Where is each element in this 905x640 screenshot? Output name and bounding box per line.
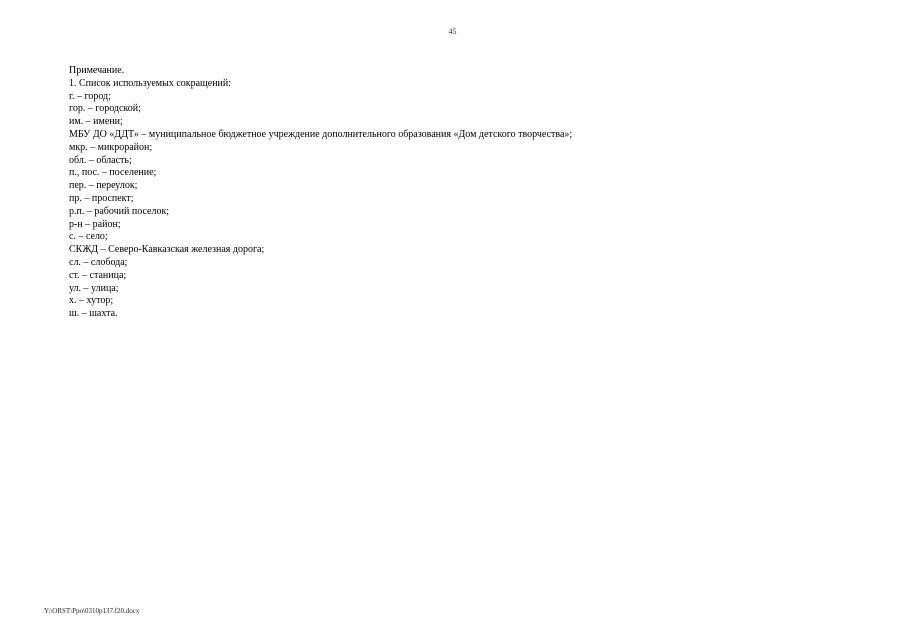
abbreviation-item: СКЖД – Северо-Кавказская железная дорога; [69,244,265,256]
note-heading: Примечание. [69,65,125,76]
abbreviation-item: пр. – проспект; [69,192,134,204]
abbreviation-item: с. – село; [69,231,108,243]
abbreviation-item: ул. – улица; [69,282,119,294]
abbreviation-item: сл. – слобода; [69,256,128,268]
abbreviation-item: мкр. – микрорайон; [69,141,153,153]
abbreviation-item: ст. – станица; [69,269,127,281]
abbreviation-item: обл. – область; [69,154,132,166]
page-number: 45 [448,27,457,36]
abbreviations-note [69,65,869,321]
abbreviation-item: МБУ ДО «ДДТ» – муниципальное бюджетное учреждение дополнительного образования «Дом детского творчества»; [69,128,573,140]
abbreviation-item: гор. – городской; [69,103,141,115]
abbreviation-item: р.п. – рабочий поселок; [69,205,170,217]
abbreviation-item: п., пос. – поселение; [69,167,157,179]
abbreviation-item: х. – хутор; [69,295,114,307]
abbreviation-item: г. – город; [69,90,111,102]
abbreviation-item: пер. – переулок; [69,180,138,192]
abbreviations-list-title: 1. Список используемых сокращений: [69,77,232,89]
abbreviation-item: им. – имени; [69,116,123,128]
footer-file-path: Y:\ORST\Ppo\0310p137.f20.docx [44,607,140,615]
abbreviation-item: р-н – район; [69,218,121,230]
abbreviation-item: ш. – шахта. [69,308,118,320]
